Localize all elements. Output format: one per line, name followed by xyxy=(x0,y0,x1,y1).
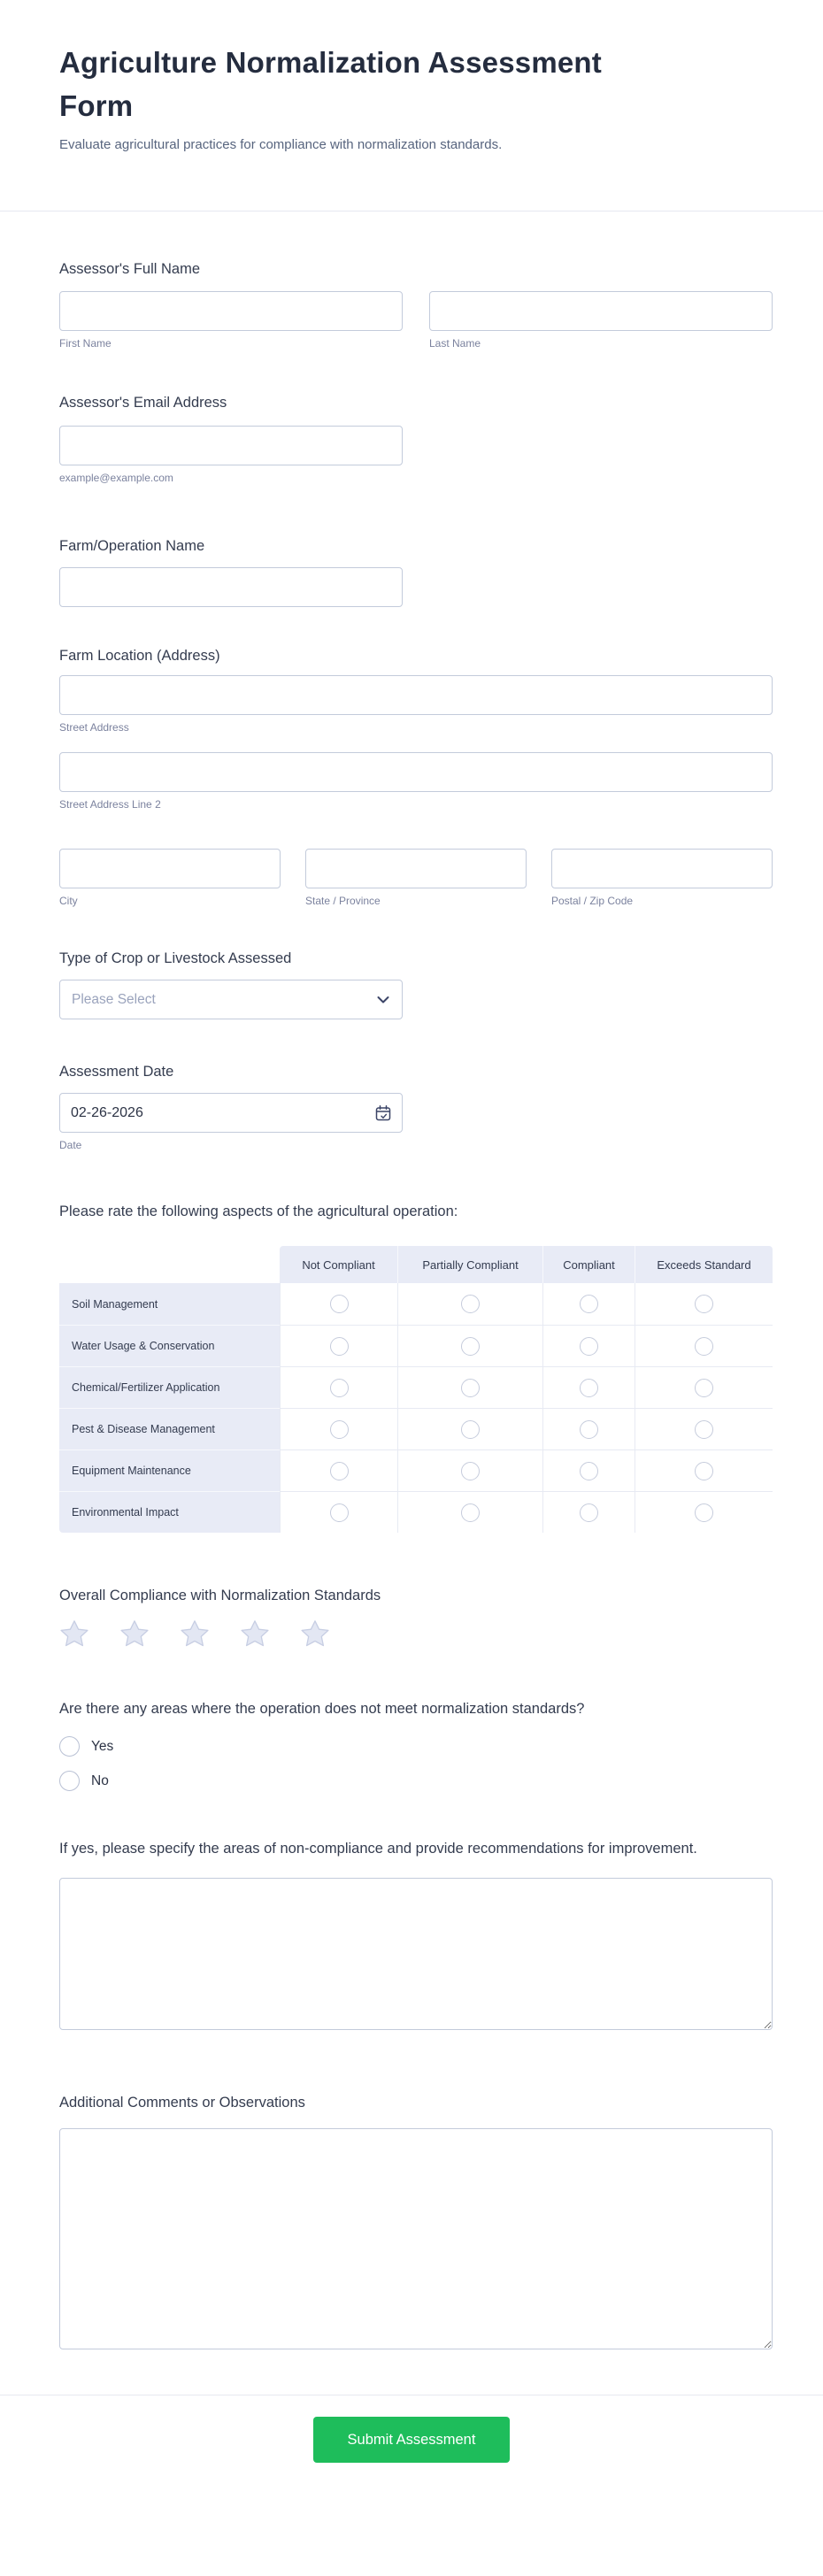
additional-comments-label: Additional Comments or Observations xyxy=(59,2095,305,2111)
star-icon[interactable] xyxy=(180,1619,210,1648)
radio-circle-icon xyxy=(59,1736,80,1757)
star-rating xyxy=(59,1619,773,1648)
matrix-radio-cell xyxy=(542,1325,635,1366)
matrix-radio[interactable] xyxy=(330,1420,349,1439)
matrix-row-label: Environmental Impact xyxy=(59,1491,280,1533)
farm-name-input[interactable] xyxy=(59,567,403,607)
date-field xyxy=(59,1093,403,1133)
matrix-radio[interactable] xyxy=(695,1462,713,1480)
star-icon[interactable] xyxy=(300,1619,330,1648)
city-state-zip-sublabels xyxy=(59,888,773,908)
email-input[interactable] xyxy=(59,426,403,465)
matrix-radio-cell xyxy=(635,1491,773,1533)
street-address2-input[interactable] xyxy=(59,752,773,792)
page-subtitle: Evaluate agricultural practices for compliance with normalization standards. xyxy=(59,137,503,152)
first-name-sublabel: First Name xyxy=(59,337,112,350)
calendar-icon[interactable] xyxy=(374,1104,392,1122)
matrix-radio-cell xyxy=(280,1491,397,1533)
matrix-radio-cell xyxy=(542,1283,635,1325)
full-name-row xyxy=(59,291,773,331)
street-address-sublabel: Street Address xyxy=(59,721,129,734)
city-input[interactable] xyxy=(59,849,281,888)
matrix-row-label: Equipment Maintenance xyxy=(59,1449,280,1491)
matrix-radio-cell xyxy=(397,1325,542,1366)
matrix-radio[interactable] xyxy=(330,1295,349,1313)
matrix-radio-cell xyxy=(397,1491,542,1533)
farm-name-label: Farm/Operation Name xyxy=(59,538,205,554)
matrix-radio-cell xyxy=(635,1408,773,1449)
matrix-radio-cell xyxy=(542,1366,635,1408)
crop-type-label: Type of Crop or Livestock Assessed xyxy=(59,950,292,966)
rating-matrix-table xyxy=(59,1246,773,1533)
form-header xyxy=(0,0,823,211)
matrix-radio-cell xyxy=(280,1449,397,1491)
street-address2-sublabel: Street Address Line 2 xyxy=(59,798,161,811)
full-name-sublabels xyxy=(59,331,773,350)
matrix-row-label: Chemical/Fertilizer Application xyxy=(59,1366,280,1408)
matrix-radio[interactable] xyxy=(580,1337,598,1356)
crop-type-select[interactable] xyxy=(59,980,403,1019)
matrix-col-header: Exceeds Standard xyxy=(635,1246,773,1283)
date-sublabel: Date xyxy=(59,1139,82,1151)
matrix-corner-cell xyxy=(59,1246,280,1283)
matrix-row-label: Water Usage & Conservation xyxy=(59,1325,280,1366)
street-address-input[interactable] xyxy=(59,675,773,715)
matrix-radio[interactable] xyxy=(330,1503,349,1522)
matrix-row-label: Soil Management xyxy=(59,1283,280,1325)
star-icon[interactable] xyxy=(119,1619,150,1648)
matrix-radio[interactable] xyxy=(695,1420,713,1439)
matrix-radio-cell xyxy=(635,1283,773,1325)
email-label: Assessor's Email Address xyxy=(59,395,227,411)
radio-option-label: Yes xyxy=(91,1738,114,1754)
noncompliance-question-label: Are there any areas where the operation does not meet normalization standards? xyxy=(59,1701,585,1717)
matrix-radio-cell xyxy=(280,1325,397,1366)
matrix-radio-cell xyxy=(635,1325,773,1366)
star-icon[interactable] xyxy=(59,1619,89,1648)
matrix-radio[interactable] xyxy=(580,1295,598,1313)
last-name-sublabel: Last Name xyxy=(429,337,481,350)
overall-rating-label: Overall Compliance with Normalization Standards xyxy=(59,1588,381,1603)
crop-type-placeholder: Please Select xyxy=(72,991,156,1007)
matrix-radio-cell xyxy=(397,1366,542,1408)
radio-option-yes[interactable] xyxy=(59,1736,113,1757)
matrix-row-label: Pest & Disease Management xyxy=(59,1408,280,1449)
postal-input[interactable] xyxy=(551,849,773,888)
farm-location-label: Farm Location (Address) xyxy=(59,648,220,664)
matrix-radio[interactable] xyxy=(461,1420,480,1439)
matrix-col-header: Compliant xyxy=(542,1246,635,1283)
matrix-col-header: Partially Compliant xyxy=(397,1246,542,1283)
matrix-radio[interactable] xyxy=(461,1337,480,1356)
matrix-radio-cell xyxy=(542,1491,635,1533)
matrix-radio-cell xyxy=(280,1408,397,1449)
state-input[interactable] xyxy=(305,849,527,888)
matrix-radio-cell xyxy=(280,1366,397,1408)
matrix-radio-cell xyxy=(280,1283,397,1325)
matrix-radio[interactable] xyxy=(461,1503,480,1522)
date-label: Assessment Date xyxy=(59,1064,174,1080)
additional-comments-textarea[interactable] xyxy=(59,2128,773,2349)
postal-sublabel: Postal / Zip Code xyxy=(551,895,634,907)
date-input[interactable] xyxy=(59,1093,403,1133)
email-sublabel: example@example.com xyxy=(59,472,173,484)
radio-option-no[interactable] xyxy=(59,1771,109,1791)
first-name-input[interactable] xyxy=(59,291,403,331)
matrix-radio[interactable] xyxy=(461,1295,480,1313)
star-icon[interactable] xyxy=(240,1619,270,1648)
matrix-radio[interactable] xyxy=(330,1337,349,1356)
noncompliance-details-textarea[interactable] xyxy=(59,1878,773,2030)
matrix-radio[interactable] xyxy=(580,1462,598,1480)
city-state-zip-row xyxy=(59,849,773,888)
city-sublabel: City xyxy=(59,895,78,907)
radio-option-label: No xyxy=(91,1772,109,1788)
matrix-label: Please rate the following aspects of the agricultural operation: xyxy=(59,1203,458,1219)
matrix-radio[interactable] xyxy=(580,1420,598,1439)
matrix-radio-cell xyxy=(397,1408,542,1449)
matrix-radio[interactable] xyxy=(695,1295,713,1313)
matrix-radio[interactable] xyxy=(461,1379,480,1397)
matrix-radio-cell xyxy=(635,1366,773,1408)
form-body xyxy=(0,211,823,2354)
matrix-radio[interactable] xyxy=(695,1337,713,1356)
last-name-input[interactable] xyxy=(429,291,773,331)
matrix-radio[interactable] xyxy=(695,1503,713,1522)
matrix-radio[interactable] xyxy=(330,1462,349,1480)
matrix-radio-cell xyxy=(542,1408,635,1449)
noncompliance-details-label: If yes, please specify the areas of non-compliance and provide recommendations for improvement. xyxy=(59,1841,697,1857)
matrix-radio-cell xyxy=(397,1449,542,1491)
chevron-down-icon xyxy=(377,996,389,1003)
matrix-radio[interactable] xyxy=(695,1379,713,1397)
matrix-col-header: Not Compliant xyxy=(280,1246,397,1283)
form-footer xyxy=(0,2395,823,2488)
matrix-radio-cell xyxy=(397,1283,542,1325)
page-title: Agriculture Normalization Assessment Form xyxy=(59,46,602,122)
radio-circle-icon xyxy=(59,1771,80,1791)
matrix-radio-cell xyxy=(635,1449,773,1491)
state-sublabel: State / Province xyxy=(305,895,381,907)
matrix-radio[interactable] xyxy=(461,1462,480,1480)
full-name-label: Assessor's Full Name xyxy=(59,261,201,277)
matrix-radio-cell xyxy=(542,1449,635,1491)
matrix-radio[interactable] xyxy=(580,1503,598,1522)
submit-button[interactable]: Submit Assessment xyxy=(313,2417,510,2463)
matrix-radio[interactable] xyxy=(580,1379,598,1397)
matrix-radio[interactable] xyxy=(330,1379,349,1397)
